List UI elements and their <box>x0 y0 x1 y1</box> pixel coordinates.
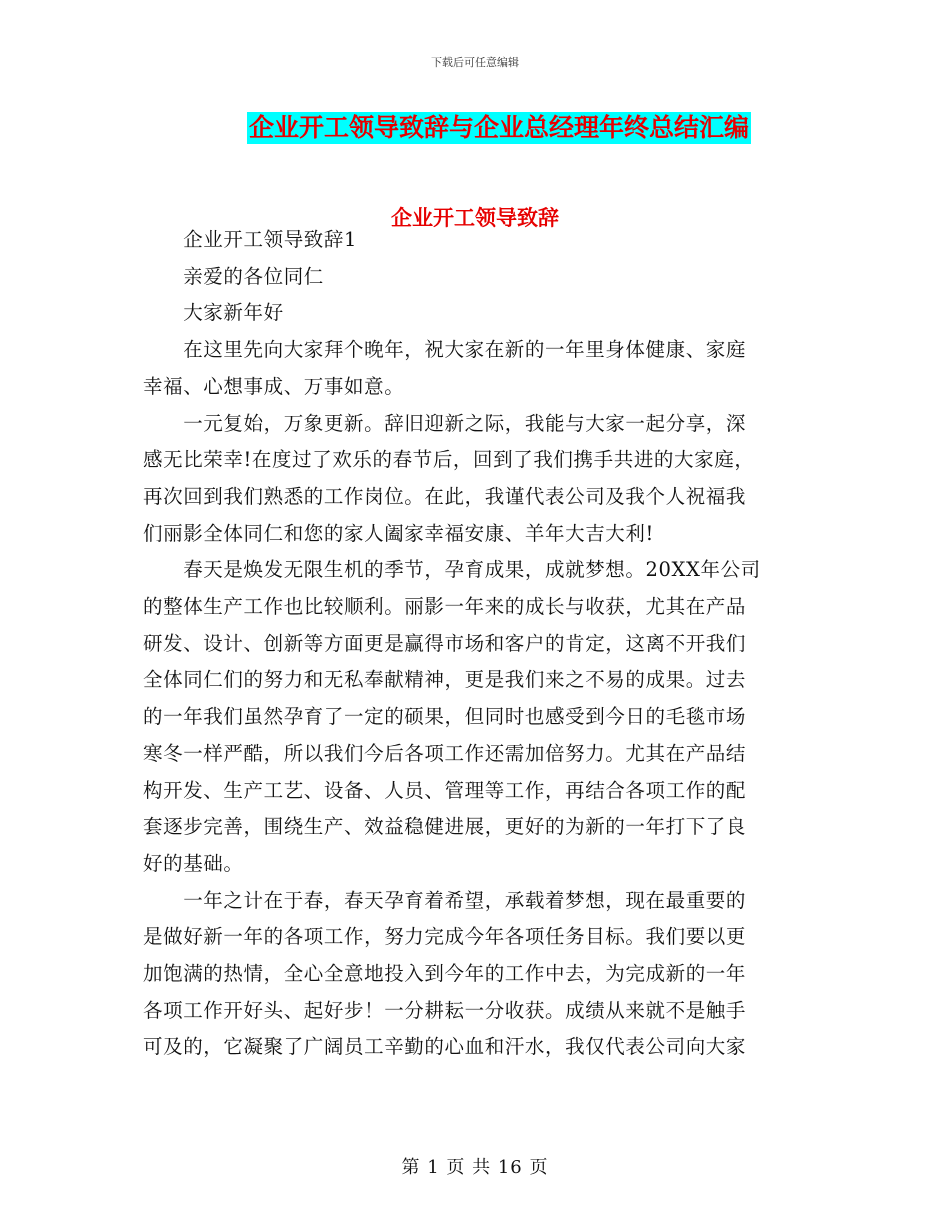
text-line: 在这里先向大家拜个晚年，祝大家在新的一年里身体健康、家庭 <box>143 338 747 362</box>
main-title: 企业开工领导致辞与企业总经理年终总结汇编 <box>248 113 749 142</box>
text-line: 的一年我们虽然孕育了一定的硕果，但同时也感受到今日的毛毯市场 <box>143 705 747 729</box>
text-line: 的整体生产工作也比较顺利。丽影一年来的成长与收获，尤其在产品 <box>143 595 747 619</box>
text-line: 春天是焕发无限生机的季节，孕育成果，成就梦想。20XX年公司 <box>143 558 761 582</box>
text-line: 幸福、心想事成、万事如意。 <box>143 374 405 398</box>
text-line: 大家新年好 <box>143 301 284 325</box>
text-line: 全体同仁们的努力和无私奉献精神，更是我们来之不易的成果。过去 <box>143 668 747 692</box>
page-number: 第 1 页 共 16 页 <box>401 1157 549 1178</box>
body-text <box>143 222 805 1066</box>
text-line: 一年之计在于春，春天孕育着希望，承载着梦想，现在最重要的 <box>143 888 747 912</box>
text-line: 感无比荣幸!在度过了欢乐的春节后，回到了我们携手共进的大家庭， <box>143 448 755 472</box>
text-line: 各项工作开好头、起好步！一分耕耘一分收获。成绩从来就不是触手 <box>143 998 747 1022</box>
text-line: 套逐步完善，围绕生产、效益稳健进展，更好的为新的一年打下了良 <box>143 815 747 839</box>
main-title-wrap <box>0 112 950 144</box>
header-note: 下载后可任意编辑 <box>431 56 519 69</box>
text-line: 是做好新一年的各项工作，努力完成今年各项任务目标。我们要以更 <box>143 925 747 949</box>
text-line: 构开发、生产工艺、设备、人员、管理等工作，再结合各项工作的配 <box>143 778 747 802</box>
text-line: 再次回到我们熟悉的工作岗位。在此，我谨代表公司及我个人祝福我 <box>143 484 747 508</box>
text-line: 加饱满的热情，全心全意地投入到今年的工作中去，为完成新的一年 <box>143 962 747 986</box>
text-line: 可及的，它凝聚了广阔员工辛勤的心血和汗水，我仅代表公司向大家 <box>143 1035 747 1059</box>
text-line: 研发、设计、创新等方面更是赢得市场和客户的肯定，这离不开我们 <box>143 631 747 655</box>
text-line: 好的基础。 <box>143 851 244 875</box>
text-line: 企业开工领导致辞1 <box>143 228 358 251</box>
text-line: 们丽影全体同仁和您的家人阖家幸福安康、羊年大吉大利! <box>143 521 654 545</box>
text-line: 亲爱的各位同仁 <box>143 264 324 288</box>
text-line: 一元复始，万象更新。辞旧迎新之际，我能与大家一起分享，深 <box>143 411 747 435</box>
text-line: 寒冬一样严酷，所以我们今后各项工作还需加倍努力。尤其在产品结 <box>143 741 747 765</box>
section-title: 企业开工领导致辞 <box>391 205 559 230</box>
